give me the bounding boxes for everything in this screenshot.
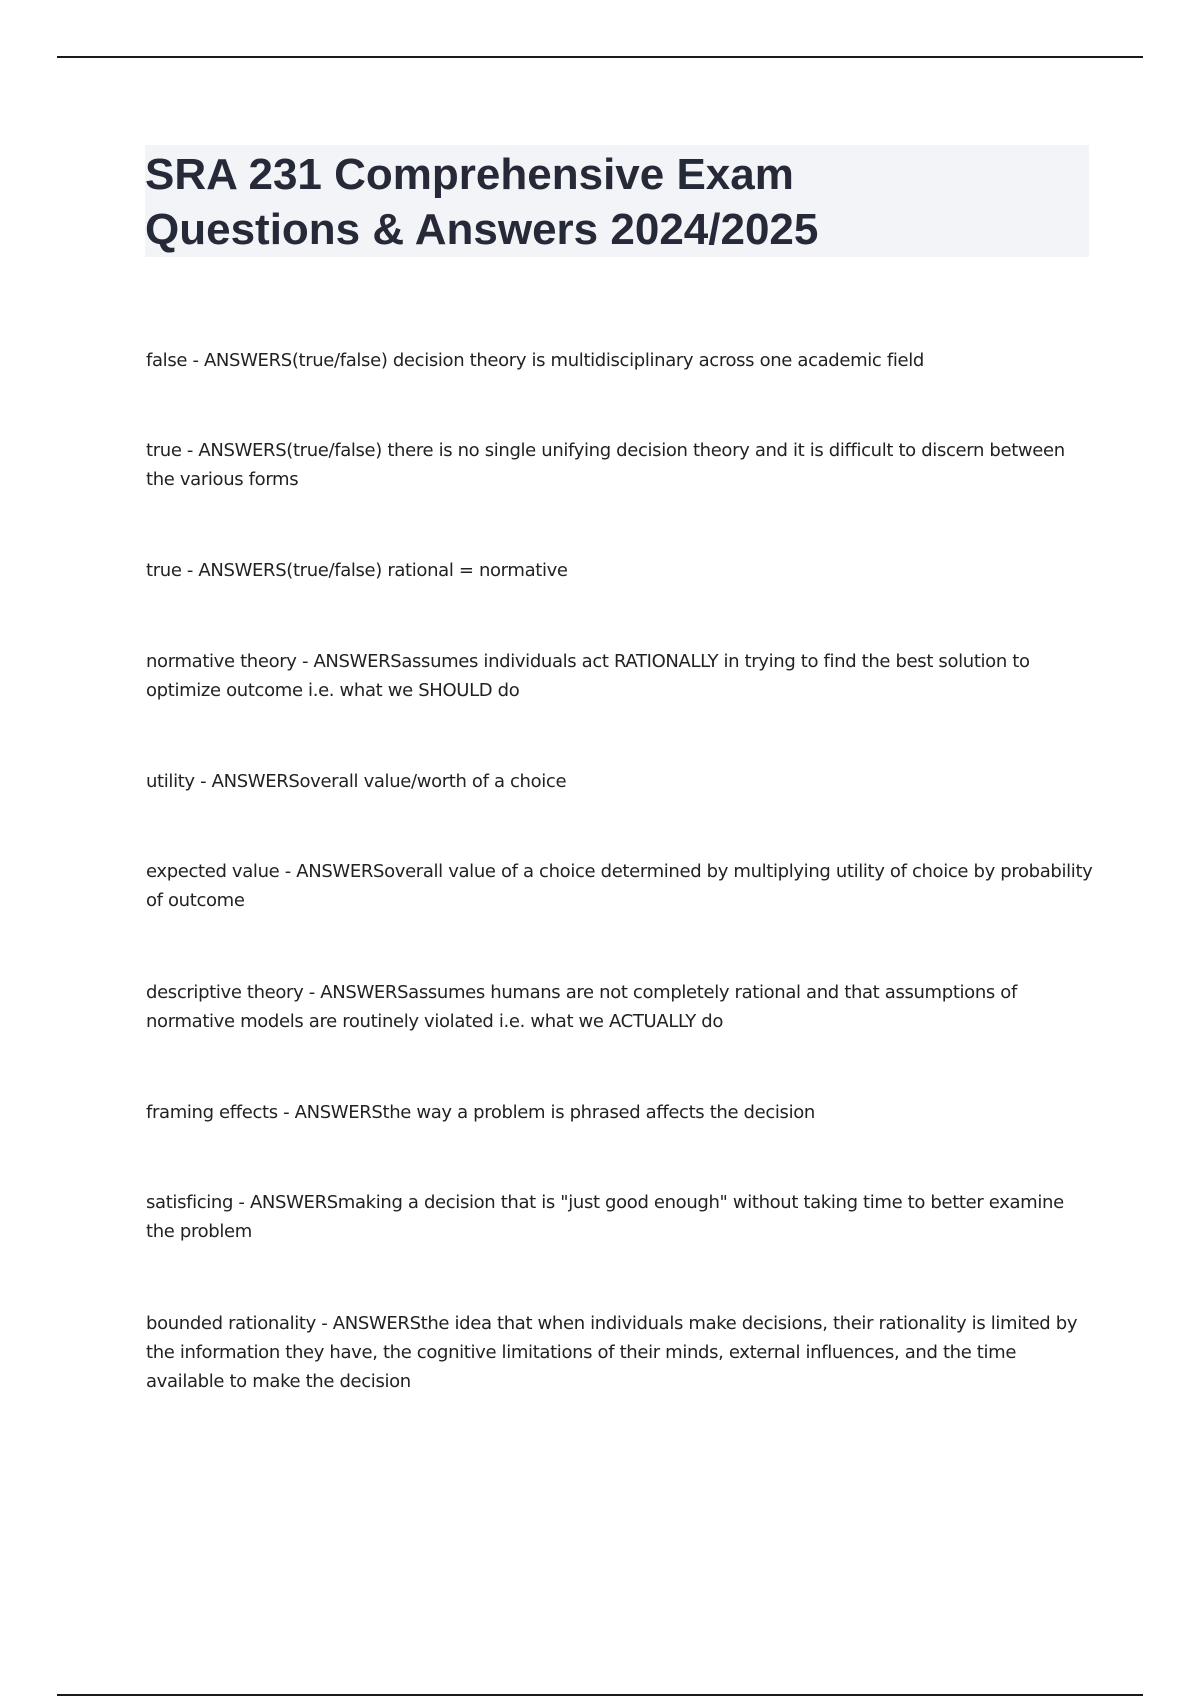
qa-item-5: utility - ANSWERSoverall value/worth of a choice xyxy=(146,771,567,792)
qa-item-7: descriptive theory - ANSWERSassumes humans are not completely rational and that assumptions of normative models are routinely violated i.e. what we ACTUALLY do xyxy=(146,982,1017,1032)
top-rule xyxy=(57,56,1143,58)
qa-item-3: true - ANSWERS(true/false) rational = normative xyxy=(146,560,568,581)
qa-item-2: true - ANSWERS(true/false) there is no single unifying decision theory and it is difficult to discern between the various forms xyxy=(146,440,1065,490)
qa-item-6: expected value - ANSWERSoverall value of a choice determined by multiplying utility of choice by probability of outcome xyxy=(146,861,1093,911)
qa-item-1: false - ANSWERS(true/false) decision theory is multidisciplinary across one academic field xyxy=(146,350,924,371)
qa-item-8: framing effects - ANSWERSthe way a problem is phrased affects the decision xyxy=(146,1102,815,1123)
qa-item-9: satisficing - ANSWERSmaking a decision that is "just good enough" without taking time to better examine the problem xyxy=(146,1192,1064,1242)
bottom-rule xyxy=(57,1694,1143,1696)
qa-item-4: normative theory - ANSWERSassumes individuals act RATIONALLY in trying to find the best solution to optimize outcome i.e. what we SHOULD do xyxy=(146,651,1030,701)
page-title: SRA 231 Comprehensive Exam Questions & Answers 2024/2025 xyxy=(145,150,819,254)
title-banner xyxy=(145,145,1089,257)
qa-item-10: bounded rationality - ANSWERSthe idea that when individuals make decisions, their rationality is limited by the information they have, the cognitive limitations of their minds, external influences, and the time available to make the decision xyxy=(146,1313,1078,1392)
